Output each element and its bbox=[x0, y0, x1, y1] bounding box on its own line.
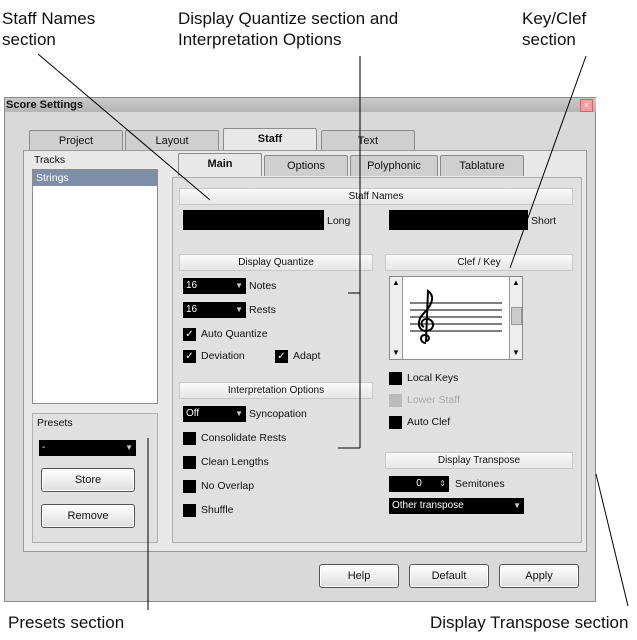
chevron-down-icon: ▼ bbox=[125, 443, 133, 452]
help-button[interactable]: Help bbox=[319, 564, 399, 588]
subtab-polyphonic[interactable]: Polyphonic bbox=[350, 155, 438, 176]
display-transpose-leader bbox=[596, 474, 628, 606]
tab-text[interactable]: Text bbox=[321, 130, 415, 151]
auto-quantize-label: Auto Quantize bbox=[201, 328, 268, 340]
short-label: Short bbox=[531, 215, 557, 227]
scroll-thumb[interactable] bbox=[511, 307, 522, 325]
notes-value: 16 bbox=[186, 280, 198, 291]
tab-layout[interactable]: Layout bbox=[125, 130, 219, 151]
staff-names-header: Staff Names bbox=[179, 188, 573, 205]
adapt-checkbox[interactable]: ✓ bbox=[275, 350, 288, 363]
close-icon[interactable]: × bbox=[580, 99, 593, 112]
transpose-mode-value: Other transpose bbox=[392, 500, 464, 511]
syncopation-label: Syncopation bbox=[249, 408, 307, 420]
subtab-main[interactable]: Main bbox=[178, 153, 262, 176]
callout-key-clef: Key/Clef section bbox=[522, 9, 587, 49]
presets-select[interactable] bbox=[39, 440, 136, 456]
chevron-up-icon[interactable]: ▲ bbox=[512, 278, 520, 287]
display-quantize-header: Display Quantize bbox=[179, 254, 373, 271]
tab-project[interactable]: Project bbox=[29, 130, 123, 151]
notes-select[interactable] bbox=[183, 278, 246, 294]
presets-label: Presets bbox=[37, 417, 73, 429]
clef-preview[interactable] bbox=[389, 276, 523, 360]
semitones-label: Semitones bbox=[455, 478, 505, 490]
transpose-mode-select[interactable] bbox=[389, 498, 524, 514]
rests-select[interactable] bbox=[183, 302, 246, 318]
long-label: Long bbox=[327, 215, 351, 227]
rests-label: Rests bbox=[249, 304, 276, 316]
clef-scrollbar-right[interactable] bbox=[509, 277, 522, 359]
lower-staff-label: Lower Staff bbox=[407, 394, 460, 406]
interpretation-header: Interpretation Options bbox=[179, 382, 373, 399]
long-name-field[interactable] bbox=[183, 210, 324, 230]
chevron-down-icon[interactable]: ▼ bbox=[392, 348, 400, 357]
deviation-label: Deviation bbox=[201, 350, 245, 362]
local-keys-label: Local Keys bbox=[407, 372, 459, 384]
remove-button[interactable]: Remove bbox=[41, 504, 135, 528]
tracks-label: Tracks bbox=[34, 154, 66, 166]
callout-presets: Presets section bbox=[8, 613, 125, 632]
clean-lengths-label: Clean Lengths bbox=[201, 456, 269, 468]
no-overlap-label: No Overlap bbox=[201, 480, 255, 492]
subtab-tablature[interactable]: Tablature bbox=[440, 155, 524, 176]
lower-staff-checkbox bbox=[389, 394, 402, 407]
subtab-options[interactable]: Options bbox=[264, 155, 348, 176]
consolidate-rests-label: Consolidate Rests bbox=[201, 432, 287, 444]
main-subpanel bbox=[172, 177, 582, 543]
track-item-strings[interactable]: Strings bbox=[33, 170, 157, 186]
callout-display-transpose: Display Transpose section bbox=[430, 613, 629, 632]
callout-display-quantize: Display Quantize section and Interpretation Options bbox=[178, 9, 399, 49]
auto-clef-label: Auto Clef bbox=[407, 416, 451, 428]
store-button[interactable]: Store bbox=[41, 468, 135, 492]
clef-scrollbar-left[interactable] bbox=[390, 277, 403, 359]
no-overlap-checkbox[interactable] bbox=[183, 480, 196, 493]
semitones-field[interactable] bbox=[389, 476, 449, 492]
tab-staff[interactable]: Staff bbox=[223, 128, 317, 151]
rests-value: 16 bbox=[186, 304, 198, 315]
window-title: Score Settings bbox=[6, 99, 84, 111]
local-keys-checkbox[interactable] bbox=[389, 372, 402, 385]
chevron-down-icon: ▼ bbox=[513, 501, 521, 510]
display-transpose-header: Display Transpose bbox=[385, 452, 573, 469]
adapt-label: Adapt bbox=[293, 350, 321, 362]
chevron-down-icon[interactable]: ▼ bbox=[512, 348, 520, 357]
syncopation-value: Off bbox=[186, 408, 200, 419]
syncopation-select[interactable] bbox=[183, 406, 246, 422]
consolidate-rests-checkbox[interactable] bbox=[183, 432, 196, 445]
deviation-checkbox[interactable]: ✓ bbox=[183, 350, 196, 363]
auto-clef-checkbox[interactable] bbox=[389, 416, 402, 429]
presets-value: - bbox=[42, 442, 46, 453]
notes-label: Notes bbox=[249, 280, 277, 292]
chevron-down-icon: ▼ bbox=[235, 305, 243, 314]
chevron-down-icon: ▼ bbox=[235, 409, 243, 418]
presets-section bbox=[32, 413, 158, 543]
semitones-value: 0 bbox=[416, 478, 422, 489]
apply-button[interactable]: Apply bbox=[499, 564, 579, 588]
staff-panel bbox=[23, 150, 587, 552]
callout-staff-names: Staff Names section bbox=[2, 9, 96, 49]
score-settings-window bbox=[4, 97, 596, 602]
stepper-icon[interactable]: ⇕ bbox=[439, 479, 446, 488]
tracks-list[interactable] bbox=[32, 169, 158, 404]
short-name-field[interactable] bbox=[389, 210, 528, 230]
chevron-down-icon: ▼ bbox=[235, 281, 243, 290]
chevron-up-icon[interactable]: ▲ bbox=[392, 278, 400, 287]
shuffle-label: Shuffle bbox=[201, 504, 234, 516]
auto-quantize-checkbox[interactable]: ✓ bbox=[183, 328, 196, 341]
shuffle-checkbox[interactable] bbox=[183, 504, 196, 517]
clef-key-header: Clef / Key bbox=[385, 254, 573, 271]
default-button[interactable]: Default bbox=[409, 564, 489, 588]
clean-lengths-checkbox[interactable] bbox=[183, 456, 196, 469]
treble-clef-icon bbox=[404, 277, 508, 359]
title-bar bbox=[5, 98, 596, 112]
